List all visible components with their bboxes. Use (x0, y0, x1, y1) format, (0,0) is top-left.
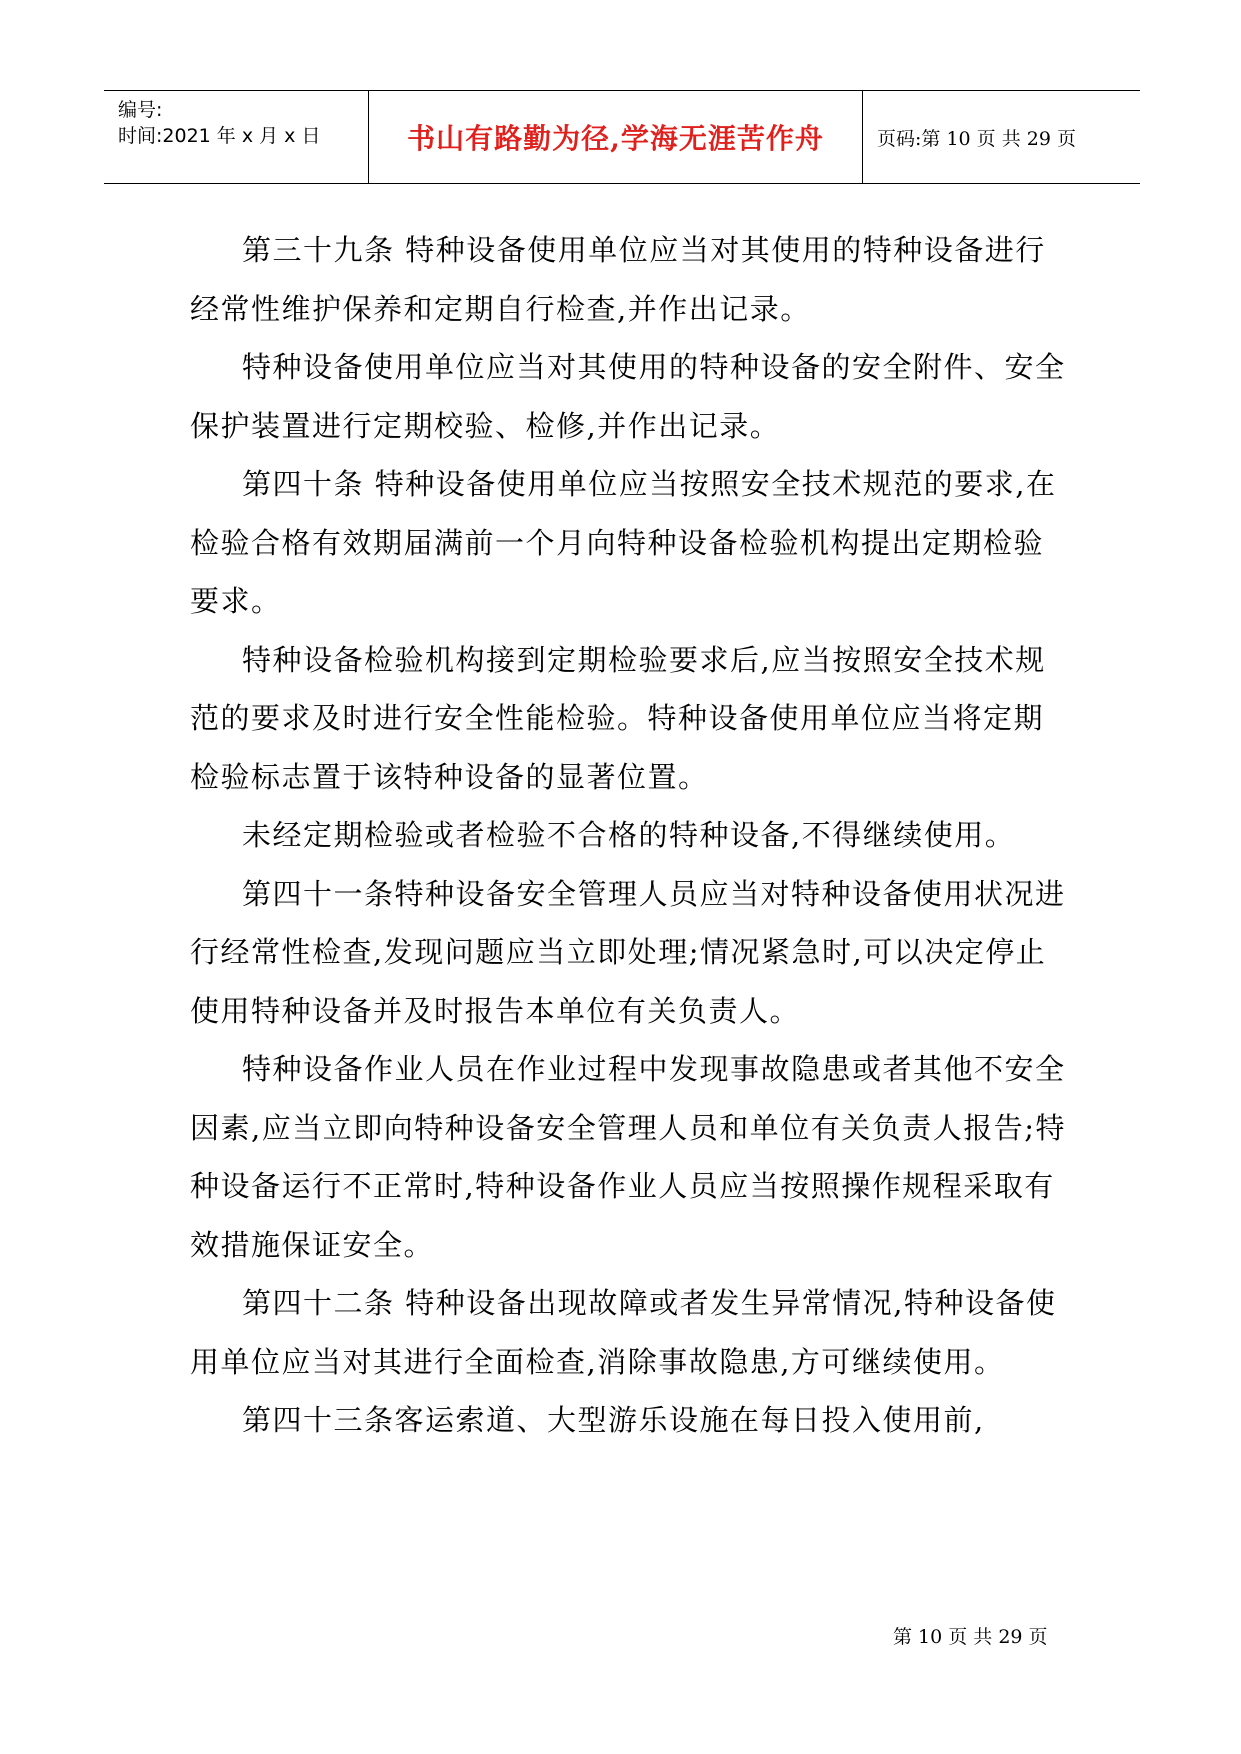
paragraph-operator-duty: 特种设备作业人员在作业过程中发现事故隐患或者其他不安全因素,应当立即向特种设备安全管理人员和单位有关负责人报告;特种设备运行不正常时,特种设备作业人员应当按照操作规程采取有效措施保证安全。 (190, 1052, 1066, 1262)
header-motto-cell (369, 91, 863, 183)
document-body (190, 221, 1070, 1450)
header-page-cell (863, 91, 1140, 183)
header-meta-cell (104, 91, 369, 183)
paragraph-article-41: 第四十一条特种设备安全管理人员应当对特种设备使用状况进行经常性检查,发现问题应当立即处理;情况紧急时,可以决定停止使用特种设备并及时报告本单位有关负责人。 (190, 876, 1066, 1028)
time-label: 时间:2021 年 x 月 x 日 (118, 125, 321, 147)
page-footer: 第 10 页 共 29 页 (893, 1626, 1048, 1648)
header-page-info: 页码:第 10 页 共 29 页 (877, 127, 1076, 150)
paragraph-safety-accessories: 特种设备使用单位应当对其使用的特种设备的安全附件、安全保护装置进行定期校验、检修,并作出记录。 (190, 350, 1066, 443)
number-label: 编号: (118, 99, 163, 121)
paragraph-article-42: 第四十二条 特种设备出现故障或者发生异常情况,特种设备使用单位应当对其进行全面检查,消除事故隐患,方可继续使用。 (190, 1286, 1057, 1379)
paragraph-inspection-agency: 特种设备检验机构接到定期检验要求后,应当按照安全技术规范的要求及时进行安全性能检验。特种设备使用单位应当将定期检验标志置于该特种设备的显著位置。 (190, 642, 1046, 794)
page-header (104, 90, 1140, 184)
motto-text: 书山有路勤为径,学海无涯苦作舟 (407, 122, 824, 155)
paragraph-article-39: 第三十九条 特种设备使用单位应当对其使用的特种设备进行经常性维护保养和定期自行检查,并作出记录。 (190, 233, 1046, 326)
paragraph-no-inspection: 未经定期检验或者检验不合格的特种设备,不得继续使用。 (242, 818, 1016, 852)
paragraph-article-43: 第四十三条客运索道、大型游乐设施在每日投入使用前, (242, 1403, 985, 1437)
paragraph-article-40: 第四十条 特种设备使用单位应当按照安全技术规范的要求,在检验合格有效期届满前一个月向特种设备检验机构提出定期检验要求。 (190, 467, 1057, 618)
